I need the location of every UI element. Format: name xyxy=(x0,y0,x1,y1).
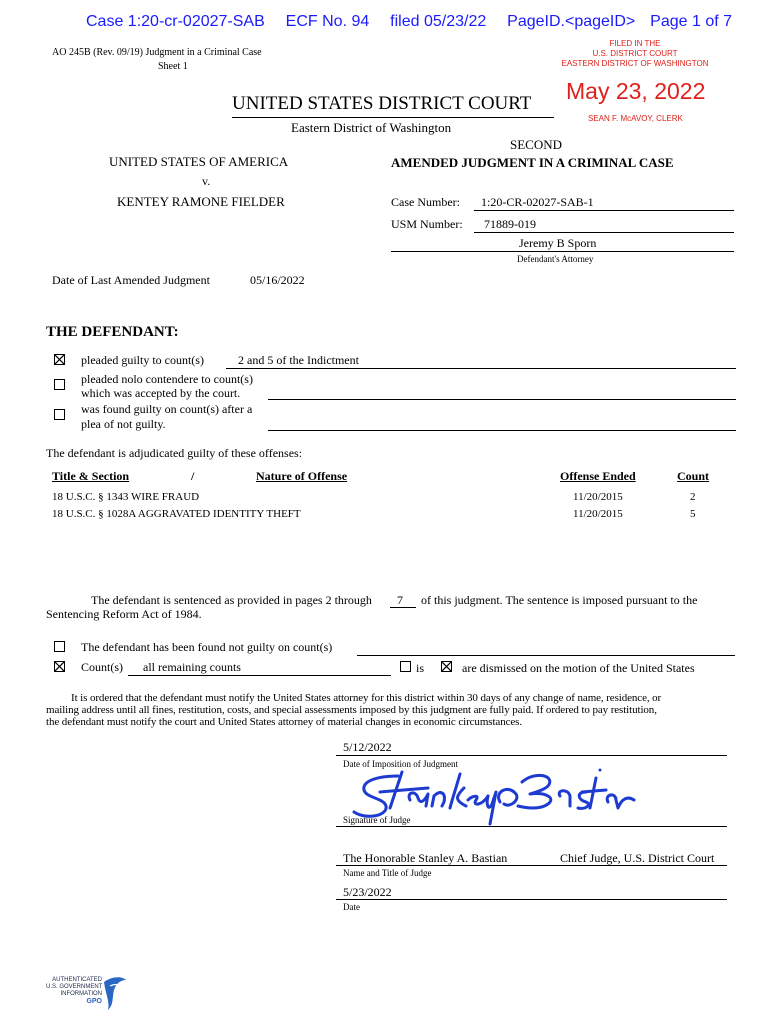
judge-name-label: Name and Title of Judge xyxy=(343,868,432,878)
defendant-heading: THE DEFENDANT: xyxy=(46,324,179,340)
case-number-value: 1:20-CR-02027-SAB-1 xyxy=(481,195,594,209)
header-nature: Nature of Offense xyxy=(256,469,348,483)
is-label: is xyxy=(416,661,425,675)
stamp-page: Page 1 of 7 xyxy=(650,13,732,30)
order-line2: mailing address until all fines, restitution, costs, and special assessments imposed by this judgment are fully paid. If ordered to pay restitution, xyxy=(46,704,657,716)
filed-date: May 23, 2022 xyxy=(566,78,706,104)
not-guilty-checkbox[interactable] xyxy=(54,641,65,652)
plaintiff: UNITED STATES OF AMERICA xyxy=(109,154,289,169)
sentence-part2: of this judgment. The sentence is imposed pursuant to the xyxy=(421,593,698,607)
court-name: UNITED STATES DISTRICT COURT xyxy=(232,93,532,114)
case-number-line xyxy=(474,210,734,211)
counts-checkbox[interactable] xyxy=(54,661,65,672)
signature-date: 5/23/2022 xyxy=(343,885,392,899)
nolo-contendere-line xyxy=(268,399,736,400)
nolo-contendere-line2: which was accepted by the court. xyxy=(81,386,241,400)
offense-title: 18 U.S.C. § 1028A AGGRAVATED IDENTITY THEFT xyxy=(52,508,301,520)
header-count: Count xyxy=(677,469,710,483)
stamp-ecf: ECF No. 94 xyxy=(285,13,370,30)
usm-number-value: 71889-019 xyxy=(484,217,536,231)
title-second: SECOND xyxy=(510,137,563,152)
form-sheet: Sheet 1 xyxy=(158,61,188,72)
court-underline xyxy=(232,117,554,118)
is-checkbox[interactable] xyxy=(400,661,411,672)
court-district: Eastern District of Washington xyxy=(291,120,452,135)
found-guilty-line1: was found guilty on count(s) after a xyxy=(81,402,253,416)
sentence-pages-line xyxy=(390,607,416,608)
stamp-pageid: PageID.<pageID> xyxy=(507,13,636,30)
defendant-name: KENTEY RAMONE FIELDER xyxy=(117,194,285,209)
gpo-logo-text: GPO xyxy=(86,998,102,1005)
attorney-label: Defendant's Attorney xyxy=(517,254,594,264)
form-number: AO 245B (Rev. 09/19) Judgment in a Criminal Case xyxy=(52,47,262,58)
counts-value: all remaining counts xyxy=(143,660,241,674)
filed-in-line1: FILED IN THE xyxy=(609,39,661,48)
eagle-icon xyxy=(100,974,128,1014)
attorney-name: Jeremy B Sporn xyxy=(519,236,597,250)
stamp-case: Case 1:20-cr-02027-SAB xyxy=(86,13,265,30)
signature-date-line xyxy=(336,899,727,900)
pleaded-guilty-label: pleaded guilty to count(s) xyxy=(81,353,204,367)
pleaded-guilty-line xyxy=(226,368,736,369)
usm-number-line xyxy=(474,232,734,233)
gpo-line1: AUTHENTICATED xyxy=(52,977,102,983)
offenses-intro: The defendant is adjudicated guilty of these offenses: xyxy=(46,446,303,460)
gpo-line3: INFORMATION xyxy=(60,991,102,997)
attorney-line xyxy=(391,251,734,252)
are-dismissed-label: are dismissed on the motion of the United States xyxy=(462,661,695,675)
not-guilty-label: The defendant has been found not guilty on count(s) xyxy=(81,640,333,654)
clerk-name: SEAN F. McAVOY, CLERK xyxy=(588,114,683,123)
check-x-icon xyxy=(442,662,451,671)
imposition-date-line xyxy=(336,755,727,756)
imposition-date-label: Date of Imposition of Judgment xyxy=(343,759,458,769)
imposition-date: 5/12/2022 xyxy=(343,740,392,754)
counts-label: Count(s) xyxy=(81,660,123,674)
signature-date-label: Date xyxy=(343,902,360,912)
gpo-authenticated-logo xyxy=(46,977,102,1005)
nolo-contendere-checkbox[interactable] xyxy=(54,379,65,390)
gpo-line2: U.S. GOVERNMENT xyxy=(46,984,103,990)
are-checkbox[interactable] xyxy=(441,661,452,672)
stamp-filed: filed 05/23/22 xyxy=(390,13,487,30)
signature-line xyxy=(336,826,727,827)
sentence-pages: 7 xyxy=(397,593,403,607)
case-stamp xyxy=(86,13,732,31)
offense-title: 18 U.S.C. § 1343 WIRE FRAUD xyxy=(52,491,200,503)
filed-stamp xyxy=(560,39,710,69)
sentence-line2: Sentencing Reform Act of 1984. xyxy=(46,607,202,621)
case-number-label: Case Number: xyxy=(391,195,460,209)
offense-count: 5 xyxy=(690,508,696,520)
found-guilty-line xyxy=(268,430,736,431)
header-title-section: Title & Section xyxy=(52,469,130,483)
order-line1: It is ordered that the defendant must notify the United States attorney for this district within 30 days of any change of name, residence, or xyxy=(71,692,662,704)
offense-ended: 11/20/2015 xyxy=(573,508,623,520)
judge-title: Chief Judge, U.S. District Court xyxy=(560,851,715,865)
amended-date-label: Date of Last Amended Judgment xyxy=(52,273,210,287)
pleaded-guilty-value: 2 and 5 of the Indictment xyxy=(238,353,359,367)
header-offense-ended: Offense Ended xyxy=(560,469,636,483)
check-x-icon xyxy=(55,355,64,364)
signature-label: Signature of Judge xyxy=(343,815,411,825)
judge-name: The Honorable Stanley A. Bastian xyxy=(343,851,508,865)
header-slash: / xyxy=(191,469,195,483)
not-guilty-line xyxy=(357,655,735,656)
counts-line xyxy=(128,675,391,676)
offense-ended: 11/20/2015 xyxy=(573,491,623,503)
versus: v. xyxy=(202,174,211,188)
filed-in-line3: EASTERN DISTRICT OF WASHINGTON xyxy=(561,59,709,68)
usm-number-label: USM Number: xyxy=(391,217,463,231)
nolo-contendere-line1: pleaded nolo contendere to count(s) xyxy=(81,372,253,386)
found-guilty-line2: plea of not guilty. xyxy=(81,417,166,431)
amended-date-value: 05/16/2022 xyxy=(250,273,305,287)
filed-in-line2: U.S. DISTRICT COURT xyxy=(592,49,678,58)
check-x-icon xyxy=(55,662,64,671)
sentence-part1: The defendant is sentenced as provided in pages 2 through xyxy=(91,593,372,607)
offense-count: 2 xyxy=(690,491,696,503)
judgment-title: AMENDED JUDGMENT IN A CRIMINAL CASE xyxy=(391,155,674,170)
found-guilty-checkbox[interactable] xyxy=(54,409,65,420)
judge-name-line xyxy=(336,865,727,866)
order-line3: the defendant must notify the court and United States attorney of material changes in economic circumstances. xyxy=(46,716,522,728)
pleaded-guilty-checkbox[interactable] xyxy=(54,354,65,365)
